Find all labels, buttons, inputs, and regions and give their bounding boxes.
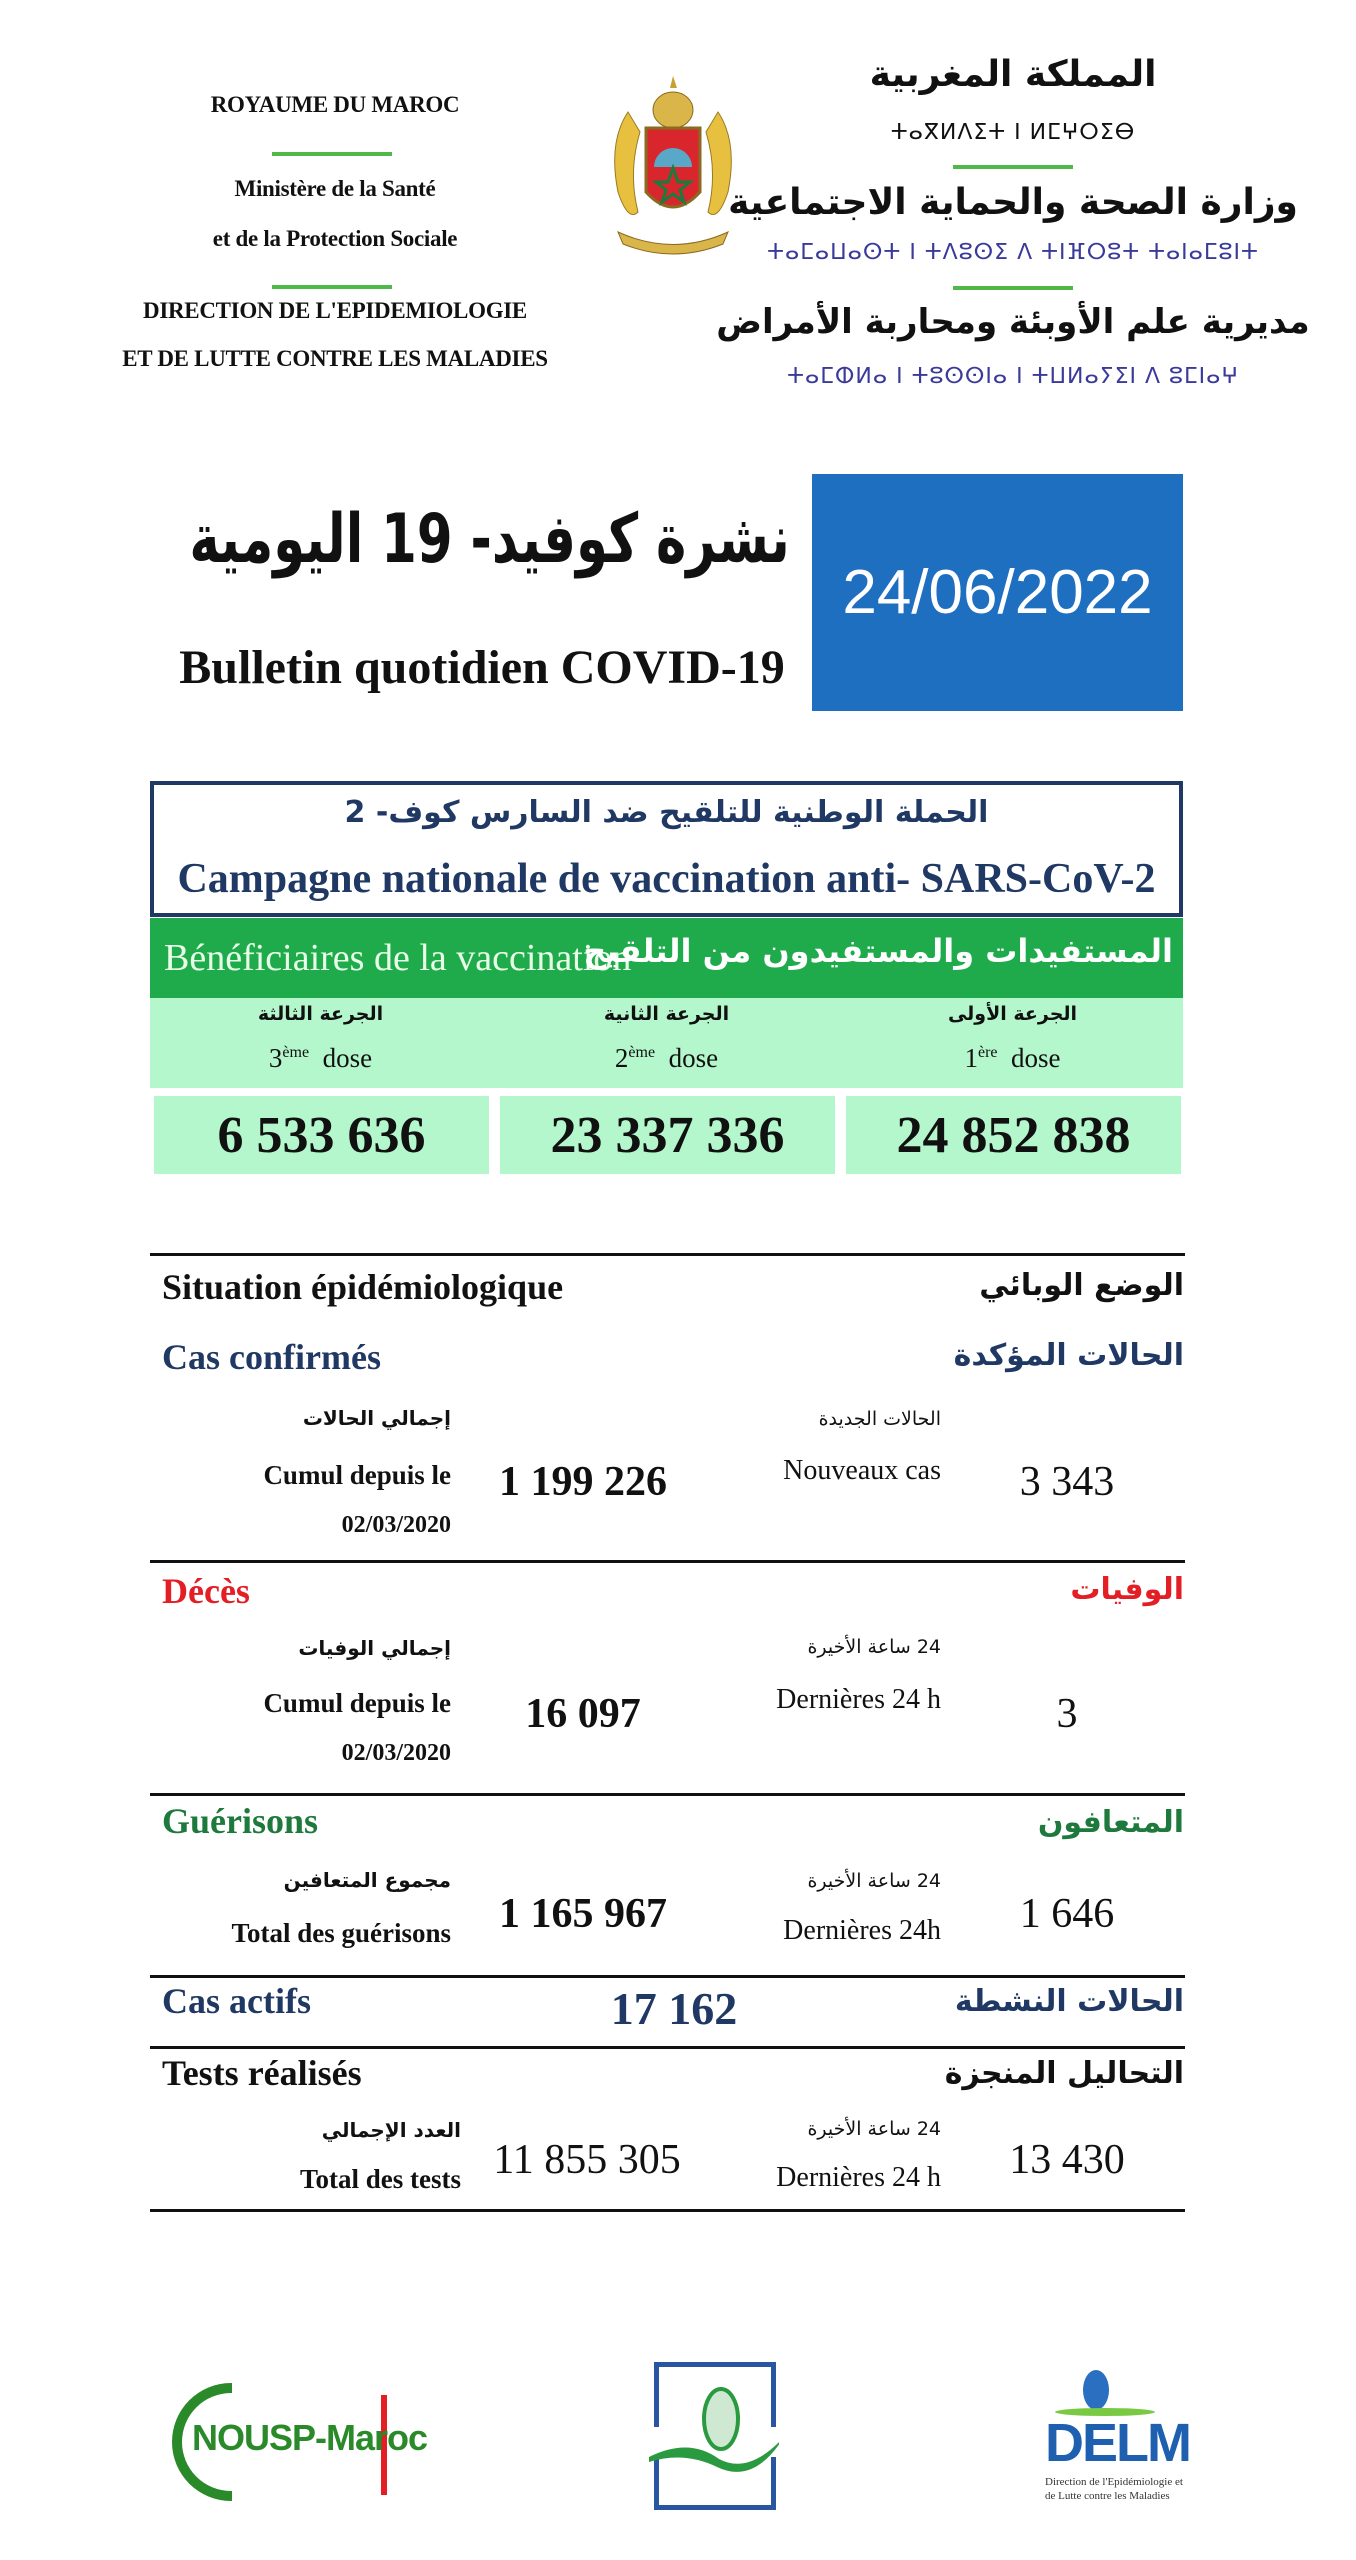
confirmed-cum-value: 1 199 226 (499, 1459, 667, 1505)
campaign-title-ar: الحملة الوطنية للتلقيح ضد السارس كوف- 2 (344, 795, 989, 830)
confirmed-title-ar: الحالات المؤكدة (953, 1338, 1184, 1373)
dose-value-box (500, 1096, 835, 1174)
ministry-tifinagh: ⵜⴰⵎⴰⵡⴰⵙⵜ ⵏ ⵜⴷⵓⵙⵉ ⴷ ⵜⵏⴼⵔⵓⵜ ⵜⴰⵏⴰⵎⵓⵏⵜ (767, 240, 1259, 265)
confirmed-new-label-ar: الحالات الجديدة (818, 1408, 941, 1430)
divider (150, 1560, 1185, 1563)
divider (150, 2046, 1185, 2049)
active-value: 17 162 (610, 1983, 738, 2034)
kingdom-fr: ROYAUME DU MAROC (210, 92, 460, 117)
dose-word: dose (668, 1043, 719, 1073)
dose-ordinal-suffix: ème (282, 1044, 310, 1061)
divider (150, 1793, 1185, 1796)
confirmed-new-value: 3 343 (1019, 1459, 1115, 1505)
active-title-ar: الحالات النشطة (954, 1984, 1184, 2019)
dose-value-box (846, 1096, 1181, 1174)
dose-ordinal: 3 (268, 1043, 283, 1073)
direction-ar: مديرية علم الأوبئة ومحاربة الأمراض (716, 302, 1310, 342)
vaccination-campaign-box (150, 781, 1183, 917)
divider (953, 165, 1073, 169)
beneficiaries-bar (150, 918, 1183, 998)
bulletin-date: 24/06/2022 (842, 558, 1153, 627)
direction-fr-line1: DIRECTION DE L'EPIDEMIOLOGIE (143, 298, 527, 323)
dose-word: dose (1011, 1043, 1061, 1073)
delm-logo-subtitle: Direction de l'Epidémiologie et de Lutte contre les Maladies (1045, 2476, 1183, 2502)
recoveries-title-ar: المتعافون (1037, 1805, 1184, 1840)
beneficiaries-fr: Bénéficiaires de la vaccination (164, 937, 632, 979)
ministry-fr-line1: Ministère de la Santé (234, 176, 436, 201)
campaign-title-fr: Campagne nationale de vaccination anti- SARS-CoV-2 (177, 856, 1156, 902)
beneficiaries-ar: المستفيدات والمستفيدون من التلقيح (583, 932, 1173, 970)
dose-label-ar: الجرعة الثانية (603, 1003, 730, 1025)
delm-logo (1037, 2370, 1202, 2510)
divider (272, 152, 392, 156)
dose-value: 6 533 636 (217, 1106, 426, 1164)
confirmed-title-fr: Cas confirmés (162, 1337, 381, 1377)
confirmed-new-label-fr: Nouveaux cas (783, 1455, 941, 1486)
tests-cum-label-ar: العدد الإجمالي (321, 2118, 461, 2142)
tests-new-value: 13 430 (1009, 2137, 1125, 2183)
tests-new-label-ar: 24 ساعة الأخيرة (807, 2118, 941, 2140)
dose-value-box (154, 1096, 489, 1174)
deaths-cum-label-ar: إجمالي الوفيات (298, 1636, 451, 1660)
morocco-coat-of-arms-icon (598, 72, 748, 262)
deaths-new-label-ar: 24 ساعة الأخيرة (807, 1636, 941, 1658)
confirmed-cum-label-ar: إجمالي الحالات (302, 1406, 451, 1430)
recoveries-new-label-ar: 24 ساعة الأخيرة (807, 1870, 941, 1892)
ministry-fr-line2: et de la Protection Sociale (212, 226, 458, 251)
recoveries-title-fr: Guérisons (162, 1801, 319, 1841)
dose-label-ar: الجرعة الثالثة (257, 1003, 384, 1025)
deaths-title-fr: Décès (162, 1571, 250, 1611)
divider (150, 2209, 1185, 2212)
active-title-fr: Cas actifs (162, 1981, 311, 2021)
recoveries-new-label-fr: Dernières 24h (783, 1915, 941, 1946)
kingdom-ar: المملكة المغربية (869, 54, 1157, 95)
divider (953, 286, 1073, 290)
situation-title-fr: Situation épidémiologique (162, 1267, 564, 1307)
tests-title-fr: Tests réalisés (162, 2053, 362, 2093)
dose-label-ar: الجرعة الأولى (947, 1003, 1078, 1025)
dose-value: 24 852 838 (896, 1106, 1131, 1164)
tests-cum-value: 11 855 305 (493, 2137, 681, 2183)
nousp-maroc-logo (172, 2375, 428, 2505)
dose-word: dose (322, 1043, 373, 1073)
dose-ordinal: 2 (614, 1043, 629, 1073)
ministry-ar: وزارة الصحة والحماية الاجتماعية (728, 182, 1298, 223)
recoveries-cum-value: 1 165 967 (499, 1891, 667, 1937)
deaths-title-ar: الوفيات (1070, 1572, 1184, 1607)
ministry-of-health-logo-icon (654, 2362, 776, 2510)
divider (150, 1253, 1185, 1256)
confirmed-cum-label-fr: Cumul depuis le (263, 1460, 451, 1490)
bulletin-title-fr: Bulletin quotidien COVID-19 (179, 641, 785, 694)
divider (272, 285, 392, 289)
kingdom-tifinagh: ⵜⴰⴳⵍⴷⵉⵜ ⵏ ⵍⵎⵖⵔⵉⴱ (890, 120, 1136, 145)
deaths-new-label-fr: Dernières 24 h (776, 1684, 941, 1715)
dose-label-fr (964, 1043, 1060, 1074)
situation-title-ar: الوضع الوبائي (979, 1268, 1184, 1303)
dose-ordinal: 1 (964, 1043, 978, 1073)
nousp-logo-text: NOUSP-Maroc (192, 2417, 428, 2458)
tests-new-label-fr: Dernières 24 h (776, 2162, 941, 2193)
direction-tifinagh: ⵜⴰⵎⵀⵍⴰ ⵏ ⵜⵓⵙⵙⵏⴰ ⵏ ⵜⵡⵍⴰⵢⵉⵏ ⴷ ⵓⵎⵏⴰⵖ (787, 364, 1239, 389)
bulletin-title-ar: نشرة كوفيد- 19 اليومية (189, 500, 791, 579)
date-box (812, 474, 1183, 711)
confirmed-cum-date: 02/03/2020 (341, 1512, 451, 1538)
recoveries-cum-label-ar: مجموع المتعافين (283, 1868, 451, 1892)
tests-title-ar: التحاليل المنجزة (944, 2056, 1184, 2091)
deaths-new-value: 3 (1056, 1691, 1078, 1737)
deaths-cum-date: 02/03/2020 (341, 1740, 451, 1766)
delm-logo-text: DELM (1045, 2413, 1190, 2473)
divider (150, 1975, 1185, 1978)
recoveries-cum-label-fr: Total des guérisons (231, 1918, 451, 1948)
bulletin-title-ar-container (190, 500, 790, 590)
direction-fr-line2: ET DE LUTTE CONTRE LES MALADIES (122, 346, 548, 371)
dose-ordinal-suffix: ème (628, 1044, 656, 1061)
dose-value: 23 337 336 (550, 1106, 785, 1164)
deaths-cum-value: 16 097 (525, 1691, 641, 1737)
dose-ordinal-suffix: ère (977, 1044, 998, 1061)
dose-label-fr (615, 1043, 718, 1074)
tests-cum-label-fr: Total des tests (299, 2164, 461, 2194)
dose-label-fr (269, 1043, 372, 1074)
recoveries-new-value: 1 646 (1019, 1891, 1115, 1937)
deaths-cum-label-fr: Cumul depuis le (263, 1688, 451, 1718)
